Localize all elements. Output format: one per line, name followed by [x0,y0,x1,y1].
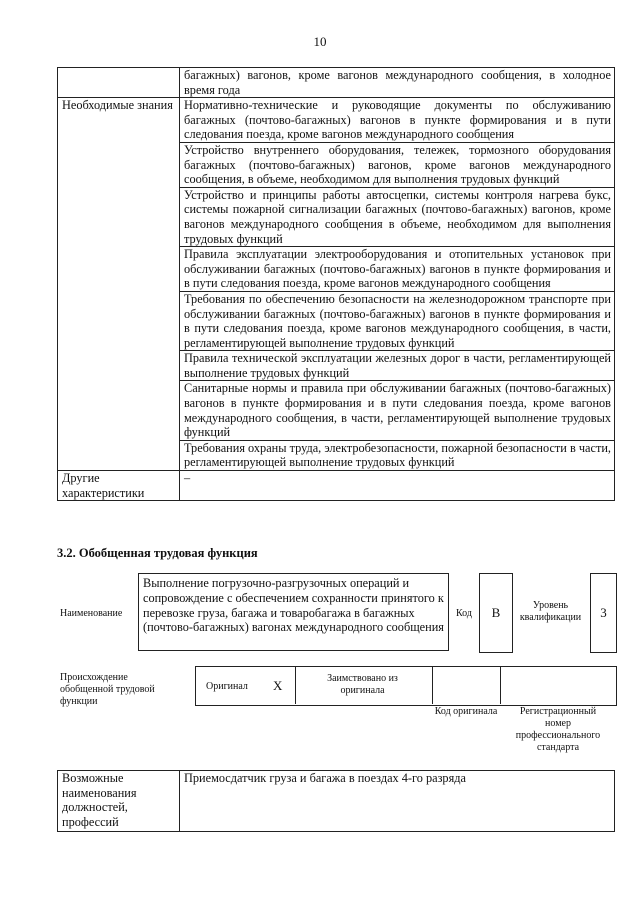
row-label-knowledge: Необходимые знания [58,98,180,471]
section-heading: 3.2. Обобщенная трудовая функция [57,546,258,560]
divider [432,666,433,704]
code-box [479,573,513,653]
table-row [58,471,615,501]
knowledge-item: Требования охраны труда, электробезопасности, пожарной безопасности в части, регламентирующей выполнение трудовых функций [180,440,615,470]
knowledge-item: Правила технической эксплуатации железных дорог в части, регламентирующей выполнение трудовых функций [180,351,615,381]
divider [500,666,501,704]
knowledge-item: Правила эксплуатации электрооборудования и отопительных установок при обслуживании багажных (почтово-багажных) вагонов в пункте формирования и в пути следования поезда, кроме вагонов международного сообщения [180,247,615,292]
divider [295,666,296,704]
knowledge-item: Нормативно-технические и руководящие документы по обслуживанию багажных (почтово-багажных) вагонов в пункте формирования и в пути следования поезда, кроме вагонов международного сообщения [180,98,615,143]
table-row [58,98,615,143]
name-label: Наименование [60,608,123,619]
original-mark: X [273,678,283,693]
knowledge-table [57,67,615,501]
reg-number-caption: Регистрационный номер профессионального стандарта [515,706,601,753]
origin-label: Происхождение обобщенной трудовой функции [60,672,155,707]
positions-label: Возможные наименования должностей, профессий [58,771,180,832]
knowledge-item: Устройство внутреннего оборудования, тележек, тормозного оборудования багажных (почтово-багажных) вагонов, кроме вагонов международного сообщения, в объеме, необходимом для выполнения трудовых функций [180,142,615,187]
code-label: Код [456,608,472,619]
row-cell: багажных) вагонов, кроме вагонов международного сообщения, в холодное время года [180,68,615,98]
original-label: Оригинал [206,681,248,692]
table-row [58,68,615,98]
level-label: Уровень квалификации [519,600,582,623]
knowledge-item: Требования по обеспечению безопасности на железнодорожном транспорте при обслуживании багажных (почтово-багажных) вагонов в пункте формирования и в пути следования поезда, кроме вагонов международного сообщения, в части, регламентирующей выполнение трудовых функций [180,291,615,350]
row-label [58,68,180,98]
page-number: 10 [313,34,327,49]
positions-table [57,770,615,832]
code-original-caption: Код оригинала [434,706,498,717]
level-value: 3 [600,605,607,620]
knowledge-item: Устройство и принципы работы автосцепки, системы контроля нагрева букс, системы пожарной сигнализации багажных (почтово-багажных) вагонов, кроме вагонов международного сообщения в объеме, необходимом для выполнения трудовых функций [180,187,615,246]
row-label-other: Другие характеристики [58,471,180,501]
level-box [590,573,617,653]
code-value: B [491,605,501,620]
positions-value: Приемосдатчик груза и багажа в поездах 4-го разряда [180,771,615,832]
function-name: Выполнение погрузочно-разгрузочных операций и сопровождение с обеспечением сохранности принятого к перевозке груза, багажа и товаробагажа в багажных (почтово-багажных) вагонах международного сообщения [143,576,444,635]
borrowed-label: Заимствовано из оригинала [327,673,398,696]
table-row [58,771,615,832]
knowledge-item: Санитарные нормы и правила при обслуживании багажных (почтово-багажных) вагонов в пункте формирования и в пути следования поезда, кроме вагонов международного сообщения, в части, регламентирующей выполнение трудовых функций [180,381,615,440]
function-name-box [138,573,449,651]
row-cell: – [180,471,615,501]
